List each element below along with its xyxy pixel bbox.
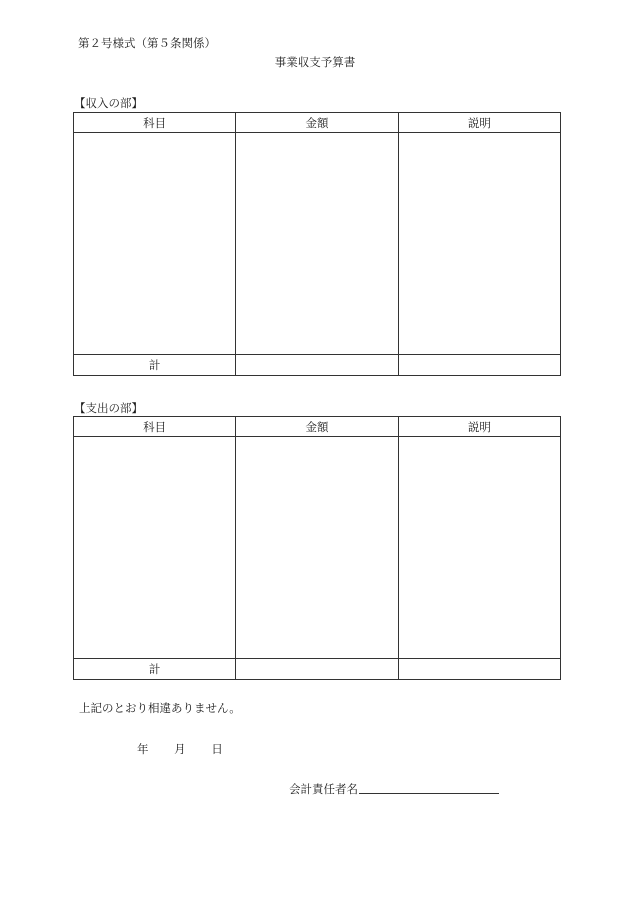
income-total-amount-cell[interactable] bbox=[236, 355, 398, 376]
certification-statement: 上記のとおり相違ありません。 bbox=[79, 701, 241, 715]
income-header-item: 科目 bbox=[74, 113, 236, 133]
expense-header-item: 科目 bbox=[74, 417, 236, 437]
income-header-amount: 金額 bbox=[236, 113, 398, 133]
expense-description-cell[interactable] bbox=[398, 437, 560, 659]
date-line bbox=[137, 741, 223, 757]
expense-amount-cell[interactable] bbox=[236, 437, 398, 659]
signer-label: 会計責任者名 bbox=[289, 782, 358, 796]
expense-total-label: 計 bbox=[74, 659, 236, 680]
income-section-label: 【収入の部】 bbox=[74, 96, 143, 110]
income-header-description: 説明 bbox=[398, 113, 560, 133]
expense-total-row bbox=[74, 659, 561, 680]
expense-body-row bbox=[74, 437, 561, 659]
income-header-row bbox=[74, 113, 561, 133]
income-item-cell[interactable] bbox=[74, 133, 236, 355]
expense-header-amount: 金額 bbox=[236, 417, 398, 437]
income-total-description-cell[interactable] bbox=[398, 355, 560, 376]
expense-header-description: 説明 bbox=[398, 417, 560, 437]
income-total-row bbox=[74, 355, 561, 376]
signature-field[interactable] bbox=[359, 793, 499, 794]
form-number: 第２号様式（第５条関係） bbox=[78, 36, 216, 50]
income-body-row bbox=[74, 133, 561, 355]
date-day-label: 日 bbox=[211, 742, 223, 756]
expense-total-amount-cell[interactable] bbox=[236, 659, 398, 680]
document-title: 事業収支予算書 bbox=[274, 55, 356, 69]
date-year-label: 年 bbox=[137, 742, 149, 756]
income-table bbox=[73, 112, 561, 376]
expense-header-row bbox=[74, 417, 561, 437]
income-amount-cell[interactable] bbox=[236, 133, 398, 355]
income-description-cell[interactable] bbox=[398, 133, 560, 355]
expense-table bbox=[73, 416, 561, 680]
expense-item-cell[interactable] bbox=[74, 437, 236, 659]
income-total-label: 計 bbox=[74, 355, 236, 376]
date-month-label: 月 bbox=[174, 742, 186, 756]
expense-total-description-cell[interactable] bbox=[398, 659, 560, 680]
expense-section-label: 【支出の部】 bbox=[74, 401, 143, 415]
